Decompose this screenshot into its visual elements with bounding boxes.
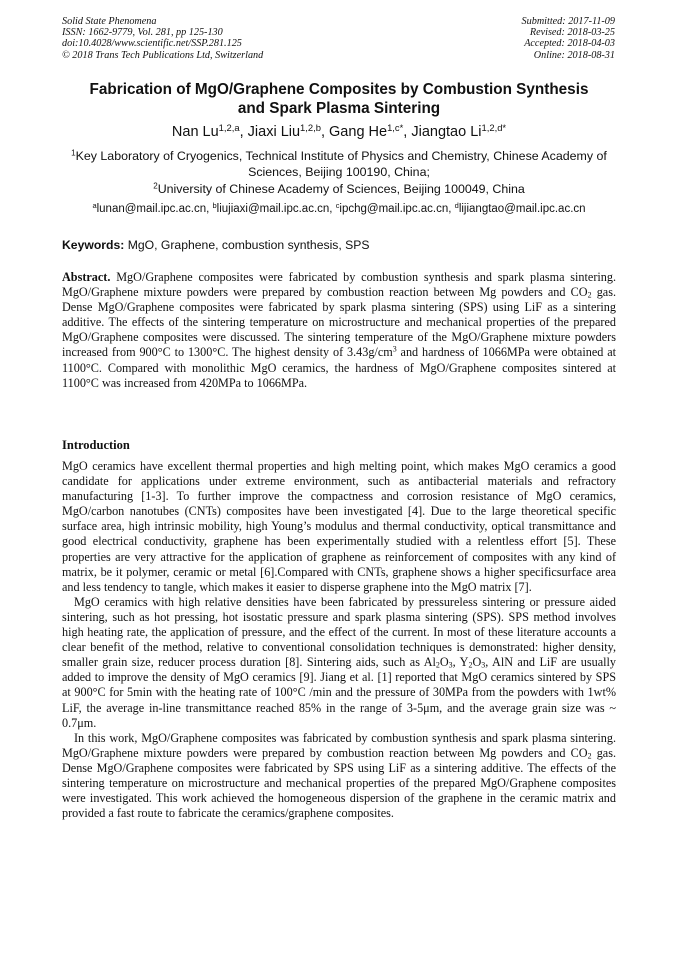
affiliation-2 [58, 182, 620, 198]
affiliation-mark: 2 [153, 181, 158, 191]
author-affiliation-mark: 1,2,b [300, 121, 321, 133]
author-affiliation-mark: 1,2,a [218, 121, 240, 133]
introduction-body [62, 459, 616, 821]
email-link[interactable]: liujiaxi@mail.ipc.ac.cn [216, 203, 330, 215]
author-name: Gang He [329, 124, 388, 140]
submission-dates [522, 16, 615, 61]
author-emails: $^a$lunan@mail.ipc.ac.cn, $^b$liujiaxi@mail.ipc.ac.cn, $^c$ipchg@mail.ipc.ac.cn, $^d$lijiangtao@mail.ipc.ac.cn [92, 200, 586, 215]
subscript: 2 [587, 290, 592, 300]
keywords [62, 238, 616, 253]
affiliation-mark: 1 [71, 148, 76, 158]
subscript: 2 [435, 660, 440, 670]
copyright-line: © 2018 Trans Tech Publications Ltd, Switzerland [62, 49, 264, 61]
subscript: 3 [448, 660, 453, 670]
paragraph [62, 731, 616, 822]
paragraph-text: O [472, 655, 482, 670]
email-link[interactable]: ipchg@mail.ipc.ac.cn [339, 203, 449, 215]
author-list: Nan Lu$^{1,2,a}$, Jiaxi Liu$^{1,2,b}$, Gang $He^{1,c*}$, Jiangtao $Li^{1,2,d*}$ [171, 121, 507, 140]
journal-name: Solid State Phenomena [62, 16, 157, 27]
paragraph: MgO ceramics have excellent thermal properties and high melting point, which makes MgO ceramics a good candidate for applications under extreme environment, such as antibacterial materials and refractory manufacturing [1-3]. To further improve the compactness and corrosion resistance of MgO ceramics, MgO/carbon nanotubes (CNTs) composites have been investigated [4]. Due to the large theoretical specific surface area, high intrinsic mobility, high Young’s modulus and thermal conductivity, optical transmittance and good electrical conductivity, graphene has been experimentally studied with a relentless effort [5]. These properties are very attractive for the application of graphene as reinforcement of composites with any kind of matrix, be it polymer, ceramic or metal [6].Compared with CNTs, graphene shows a higher specificsurface area and less tendency to tangle, which makes it easier to disperse graphene into the MgO matrix [7]. [62, 459, 616, 594]
paragraph-text: In this work, MgO/Graphene composites was fabricated by combustion synthesis and spark plasma sintering. MgO/Graphene mixture powders were prepared by combustion reaction between Mg powders and CO [62, 730, 616, 760]
superscript: 3 [392, 345, 397, 355]
paragraph-text: O [439, 655, 449, 670]
affiliation-text: Key Laboratory of Cryogenics, Technical Institute of Physics and Chemistry, Chinese Academy of Sciences, Beijing 100190, China; [75, 149, 607, 179]
abstract-text: gas. Dense MgO/Graphene composites were fabricated by spark plasma sintering (SPS) using LiF as a sintering additive. The effects of the sintering temperature on microstructure and mechanical properties of the prepared MgO/Graphene composites were discussed. The sintering temperature of the MgO/Graphene mixture powders increased from 900°C to 1300°C. The highest density of 3.43g/cm [62, 285, 616, 360]
keywords-text: MgO, Graphene, combustion synthesis, SPS [127, 238, 370, 252]
accepted-date: Accepted: 2018-04-03 [524, 38, 615, 50]
email-link[interactable]: lunan@mail.ipc.ac.cn [96, 203, 207, 215]
abstract-label: Abstract. [62, 270, 111, 284]
abstract-text: MgO/Graphene composites were fabricated by combustion synthesis and spark plasma sintering. MgO/Graphene mixture powders were prepared by combustion reaction between Mg powders and CO [62, 270, 616, 300]
online-date: Online: 2018-08-31 [533, 49, 615, 61]
paper-title [62, 80, 616, 118]
issn-line: ISSN: 1662-9779, Vol. 281, pp 125-130 [62, 27, 223, 39]
journal-info [62, 16, 263, 61]
email-mark: a [92, 200, 97, 210]
email-mark: d [454, 200, 459, 210]
affiliation-text: University of Chinese Academy of Sciences, Beijing 100049, China [157, 182, 525, 196]
doi-line: doi:10.4028/www.scientific.net/SSP.281.125 [62, 38, 242, 50]
email-mark: b [212, 200, 217, 210]
subscript: 2 [587, 751, 592, 761]
paragraph-text: , AlN and LiF are usually added to improve the density of MgO ceramics [9]. Jiang et al. [1] reported that MgO ceramics sintered by SPS at 900°C for 5min with the heating rate of 100°C /min and the pressure of 30MPa from the powders with 1wt% LiF, the average in-line transmittance reached 85% in the range of 3-5μm, and the average grain size was ~ 0.7μm. [62, 655, 616, 730]
title-line-1: Fabrication of MgO/Graphene Composites by Combustion Synthesis [89, 81, 589, 98]
revised-date: Revised: 2018-03-25 [529, 27, 615, 39]
paragraph [62, 595, 616, 731]
section-heading-introduction: Introduction [62, 438, 130, 452]
submitted-date: Submitted: 2017-11-09 [521, 16, 615, 27]
subscript: 3 [481, 660, 486, 670]
author-name: Jiangtao Li [411, 124, 482, 140]
paragraph-text: gas. Dense MgO/Graphene composites were fabricated by SPS using LiF as a sintering additive. The effects of the sintering temperature on microstructure and mechanical properties of the prepared MgO/Graphene composites were investigated. This work achieved the homogeneous dispersion of the graphene in the ceramic matrix and provided a fast route to fabricate the ceramics/graphene composites. [62, 745, 616, 821]
keywords-label: Keywords: [62, 238, 125, 252]
subscript: 2 [468, 660, 473, 670]
email-link[interactable]: lijiangtao@mail.ipc.ac.cn [458, 203, 586, 215]
paragraph-text: , Y [452, 655, 469, 670]
author-name: Jiaxi Liu [247, 124, 301, 140]
email-mark: c [335, 200, 340, 210]
title-line-2: and Spark Plasma Sintering [237, 100, 441, 117]
paragraph-text: MgO ceramics with high relative densities have been fabricated by pressureless sintering or pressure aided sintering, such as hot pressing, hot isostatic pressure and spark plasma sintering (SPS). SPS method involves high heating rate, the application of pressure, and the effect of the current. In most of these literature accounts a clear benefit of the method, relative to conventional consolidation techniques is demonstrated: higher density, smaller grain size, reducer process duration [8]. Sintering aids, such as Al [62, 594, 616, 670]
affiliation-1 [58, 149, 620, 180]
author-affiliation-mark: 1,2,d* [481, 121, 507, 133]
author-affiliation-mark: 1,c* [387, 121, 404, 133]
abstract-text: and hardness of 1066MPa were obtained at 1100°C. Compared with monolithic MgO ceramics, the hardness of MgO/Graphene composites sintered at 1100°C was increased from 420MPa to 1066MPa. [62, 345, 616, 390]
author-name: Nan Lu [171, 124, 219, 140]
abstract [62, 270, 616, 391]
